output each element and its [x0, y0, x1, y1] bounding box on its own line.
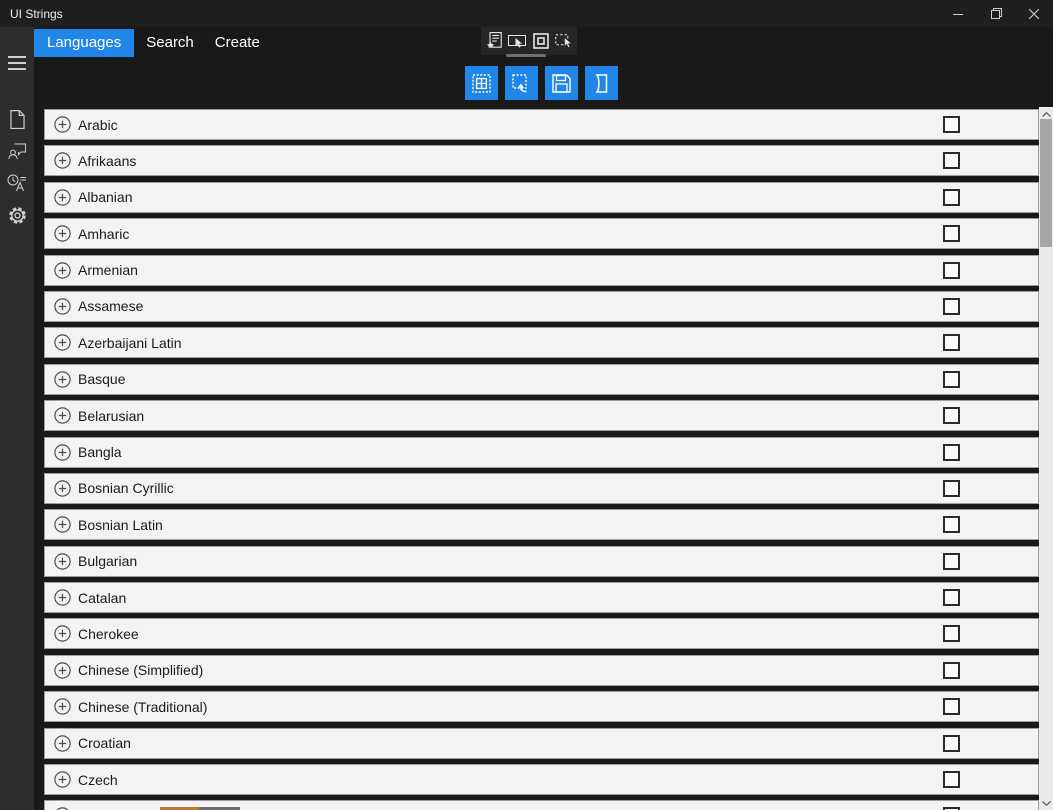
open-file-icon: [593, 74, 610, 93]
language-list: [44, 109, 1039, 810]
navigation-sidebar: [0, 27, 34, 810]
generate-script-icon[interactable]: [484, 31, 504, 51]
language-label: Belarusian: [78, 407, 145, 424]
language-row[interactable]: [44, 582, 1039, 613]
language-label: Albanian: [78, 189, 133, 206]
clear-selection-button[interactable]: [505, 66, 538, 100]
language-label: Cherokee: [78, 625, 139, 642]
language-row[interactable]: [44, 691, 1039, 722]
hamburger-menu-icon[interactable]: [8, 56, 26, 70]
chevron-down-icon: [1042, 801, 1051, 806]
language-checkbox[interactable]: [943, 334, 960, 351]
language-checkbox[interactable]: [943, 152, 960, 169]
close-button[interactable]: [1015, 0, 1053, 27]
sidebar-item-feedback[interactable]: [7, 141, 27, 161]
toolbar-grip[interactable]: [506, 54, 546, 57]
language-checkbox[interactable]: [943, 589, 960, 606]
restore-button[interactable]: [977, 0, 1015, 27]
tab-create[interactable]: Create: [214, 34, 260, 51]
settings-gear-icon: [8, 206, 27, 225]
vertical-scrollbar[interactable]: [1039, 107, 1053, 810]
expand-plus-icon[interactable]: [54, 407, 71, 424]
clear-selection-icon: [512, 74, 531, 93]
window-controls: [939, 0, 1053, 27]
language-row[interactable]: [44, 546, 1039, 577]
scroll-down-button[interactable]: [1039, 797, 1053, 809]
pointer-select-icon[interactable]: [507, 31, 527, 51]
language-row[interactable]: [44, 764, 1039, 795]
marquee-select-icon[interactable]: [554, 31, 574, 51]
language-row[interactable]: [44, 728, 1039, 759]
language-label: Bosnian Cyrillic: [78, 480, 174, 497]
expand-plus-icon[interactable]: [54, 480, 71, 497]
language-checkbox[interactable]: [943, 516, 960, 533]
expand-plus-icon[interactable]: [54, 553, 71, 570]
language-checkbox[interactable]: [943, 444, 960, 461]
scrollbar-thumb[interactable]: [1040, 119, 1052, 247]
language-row[interactable]: [44, 182, 1039, 213]
language-label: Armenian: [78, 262, 138, 279]
expand-plus-icon[interactable]: [54, 662, 71, 679]
language-checkbox[interactable]: [943, 735, 960, 752]
language-label: Assamese: [78, 298, 144, 315]
minimize-button[interactable]: [939, 0, 977, 27]
language-label: Croatian: [78, 735, 131, 752]
language-row[interactable]: [44, 145, 1039, 176]
expand-plus-icon[interactable]: [54, 189, 71, 206]
language-row[interactable]: [44, 437, 1039, 468]
language-label: Azerbaijani Latin: [78, 334, 182, 351]
language-checkbox[interactable]: [943, 407, 960, 424]
expand-plus-icon[interactable]: [54, 225, 71, 242]
language-row[interactable]: [44, 473, 1039, 504]
language-checkbox[interactable]: [943, 298, 960, 315]
language-row[interactable]: [44, 400, 1039, 431]
mini-toolbar: [481, 27, 577, 55]
language-label: Arabic: [78, 116, 118, 133]
tab-search[interactable]: Search: [146, 34, 194, 51]
language-label: Bulgarian: [78, 553, 138, 570]
language-checkbox[interactable]: [943, 771, 960, 788]
restore-icon: [991, 8, 1002, 19]
save-button[interactable]: [545, 66, 578, 100]
language-checkbox[interactable]: [943, 553, 960, 570]
sidebar-item-languages[interactable]: [7, 173, 27, 193]
titlebar: [0, 0, 1053, 27]
language-checkbox[interactable]: [943, 116, 960, 133]
language-checkbox[interactable]: [943, 225, 960, 242]
language-checkbox[interactable]: [943, 262, 960, 279]
language-checkbox[interactable]: [943, 371, 960, 388]
expand-plus-icon[interactable]: [54, 516, 71, 533]
language-label: Afrikaans: [78, 152, 137, 169]
language-label: Catalan: [78, 589, 127, 606]
language-checkbox[interactable]: [943, 625, 960, 642]
language-label: Bosnian Latin: [78, 516, 163, 533]
language-row[interactable]: [44, 218, 1039, 249]
language-row[interactable]: [44, 509, 1039, 540]
sidebar-item-settings[interactable]: [7, 205, 27, 225]
language-label: Chinese (Traditional): [78, 698, 208, 715]
chevron-up-icon: [1042, 112, 1051, 117]
select-all-grid-icon: [472, 74, 491, 93]
language-row[interactable]: [44, 255, 1039, 286]
language-label: Chinese (Simplified): [78, 662, 204, 679]
box-in-box-icon[interactable]: [531, 31, 551, 51]
time-language-icon: [7, 174, 27, 192]
language-checkbox[interactable]: [943, 480, 960, 497]
feedback-person-icon: [8, 143, 27, 160]
language-row[interactable]: [44, 655, 1039, 686]
expand-plus-icon[interactable]: [54, 771, 71, 788]
language-checkbox[interactable]: [943, 662, 960, 679]
expand-plus-icon[interactable]: [54, 116, 71, 133]
expand-plus-icon[interactable]: [54, 735, 71, 752]
window-title: UI Strings: [10, 6, 63, 21]
expand-plus-icon[interactable]: [54, 262, 71, 279]
expand-plus-icon[interactable]: [54, 625, 71, 642]
select-all-button[interactable]: [465, 66, 498, 100]
tab-languages[interactable]: Languages: [34, 29, 134, 57]
save-icon: [552, 74, 571, 93]
expand-plus-icon[interactable]: [54, 444, 71, 461]
expand-plus-icon[interactable]: [54, 298, 71, 315]
language-checkbox[interactable]: [943, 698, 960, 715]
language-row[interactable]: [44, 364, 1039, 395]
language-label: Amharic: [78, 225, 130, 242]
language-row[interactable]: [44, 291, 1039, 322]
close-icon: [1029, 9, 1039, 19]
document-icon: [9, 110, 26, 129]
language-row[interactable]: [44, 109, 1039, 140]
language-label: Czech: [78, 771, 118, 788]
language-row[interactable]: [44, 618, 1039, 649]
language-checkbox[interactable]: [943, 189, 960, 206]
expand-plus-icon[interactable]: [54, 698, 71, 715]
pivot-tabs: [34, 29, 260, 57]
expand-plus-icon[interactable]: [54, 334, 71, 351]
open-file-button[interactable]: [585, 66, 618, 100]
language-row[interactable]: [44, 327, 1039, 358]
minimize-icon: [953, 9, 963, 19]
language-label: Basque: [78, 371, 126, 388]
expand-plus-icon[interactable]: [54, 589, 71, 606]
expand-plus-icon[interactable]: [54, 152, 71, 169]
expand-plus-icon[interactable]: [54, 371, 71, 388]
sidebar-item-document[interactable]: [7, 109, 27, 129]
language-label: Bangla: [78, 444, 122, 461]
